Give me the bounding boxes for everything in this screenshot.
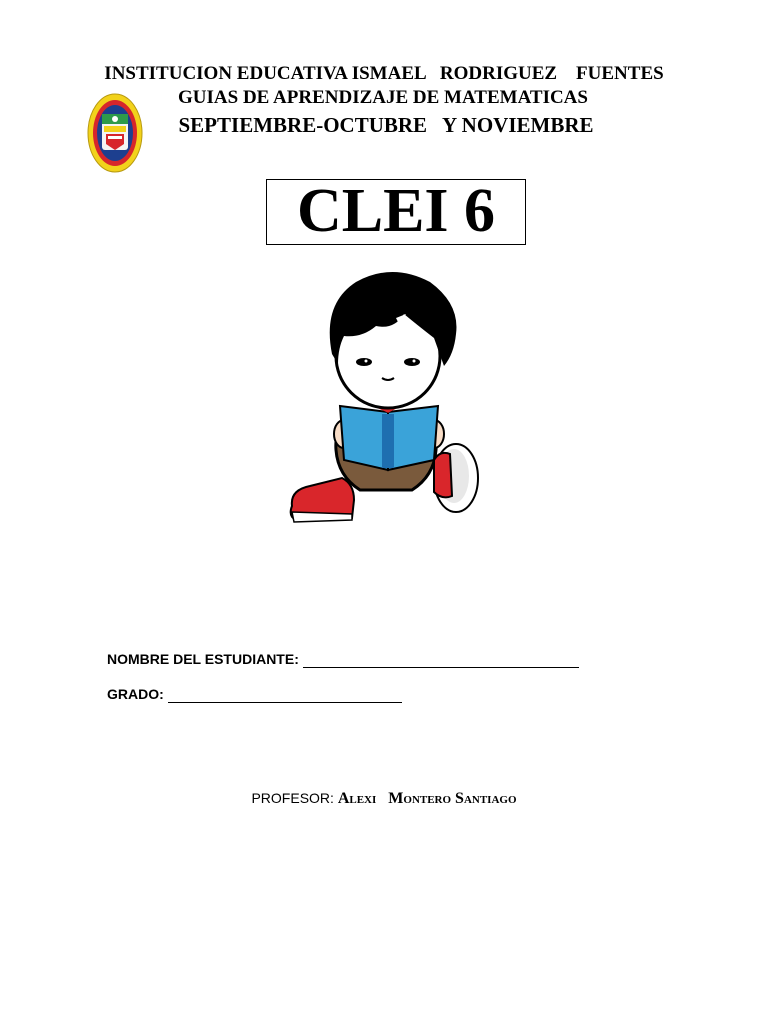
student-name-label: NOMBRE DEL ESTUDIANTE:: [107, 651, 299, 667]
teacher-name: Alexi Montero Santiago: [337, 790, 517, 807]
title-box: [266, 179, 526, 245]
grade-label: GRADO:: [107, 686, 164, 702]
period-text: SEPTIEMBRE-OCTUBRE Y NOVIEMBRE: [178, 113, 594, 137]
student-name-field[interactable]: [107, 650, 579, 668]
teacher-label: PROFESOR:: [251, 790, 334, 806]
student-name-line[interactable]: [303, 654, 579, 668]
institution-name: INSTITUCION EDUCATIVA ISMAEL RODRIGUEZ FUENTES: [104, 63, 664, 84]
teacher-line: [0, 790, 768, 808]
grade-field[interactable]: [107, 685, 402, 703]
school-crest-icon: [86, 92, 144, 174]
grade-line[interactable]: [168, 689, 402, 703]
clei-title: CLEI 6: [296, 177, 496, 245]
guide-subtitle: GUIAS DE APRENDIZAJE DE MATEMATICAS: [178, 87, 588, 108]
child-reading-book-icon: [284, 264, 486, 526]
